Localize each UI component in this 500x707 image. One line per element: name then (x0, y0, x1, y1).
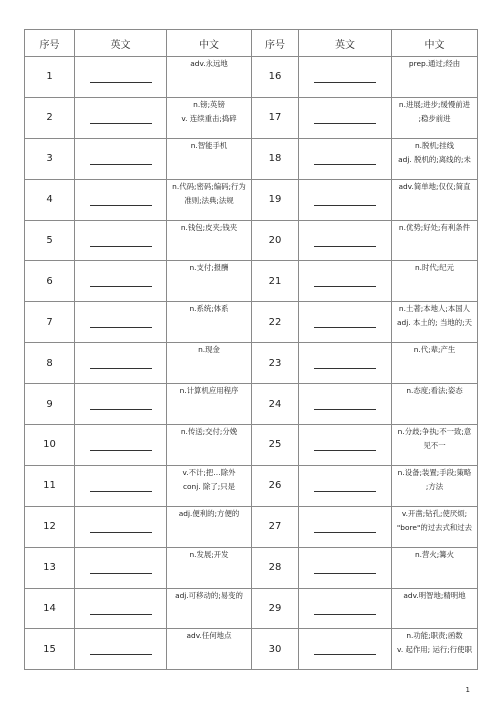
vocabulary-table (24, 29, 478, 670)
chinese-meaning-left (167, 138, 252, 179)
table-row (25, 465, 478, 506)
meaning-line: n.优势;好处;有利条件 (398, 222, 471, 232)
header-english-left: 英文 (75, 30, 167, 57)
meaning-line: n.时代;纪元 (414, 263, 455, 273)
meaning-line: n.系统;体系 (189, 304, 229, 314)
item-number-right: 29 (252, 588, 299, 629)
english-answer-cell-left (75, 57, 167, 98)
english-answer-cell-right (299, 343, 392, 384)
table-row (25, 179, 478, 220)
answer-blank-line[interactable] (314, 285, 376, 287)
meaning-line: n.土著;本地人;本国人 (398, 304, 471, 314)
chinese-meaning-right (392, 261, 478, 302)
answer-blank-line[interactable] (314, 122, 376, 124)
chinese-meaning-right (392, 343, 478, 384)
answer-blank-line[interactable] (90, 613, 152, 615)
answer-blank-line[interactable] (90, 163, 152, 165)
item-number-right: 23 (252, 343, 299, 384)
meaning-line: n.支付;报酬 (189, 263, 229, 273)
answer-blank-line[interactable] (314, 408, 376, 410)
meaning-line: conj. 除了;只是 (182, 481, 236, 491)
item-number-left: 4 (25, 179, 75, 220)
meaning-line: adv.明智地;精明地 (403, 590, 466, 600)
item-number-right: 25 (252, 425, 299, 466)
chinese-meaning-left (167, 179, 252, 220)
item-number-left: 5 (25, 220, 75, 261)
chinese-meaning-right (392, 179, 478, 220)
english-answer-cell-right (299, 220, 392, 261)
english-answer-cell-right (299, 588, 392, 629)
chinese-meaning-right (392, 547, 478, 588)
item-number-right: 17 (252, 97, 299, 138)
header-english-right: 英文 (299, 30, 392, 57)
header-chinese-right: 中文 (392, 30, 478, 57)
item-number-right: 21 (252, 261, 299, 302)
chinese-meaning-right (392, 97, 478, 138)
english-answer-cell-right (299, 179, 392, 220)
english-answer-cell-left (75, 97, 167, 138)
meaning-line: n.态度;看法;姿态 (406, 386, 463, 396)
answer-blank-line[interactable] (90, 449, 152, 451)
answer-blank-line[interactable] (314, 653, 376, 655)
item-number-left: 12 (25, 506, 75, 547)
answer-blank-line[interactable] (314, 245, 376, 247)
answer-blank-line[interactable] (314, 613, 376, 615)
meaning-line: n.钱包;皮夹;钱夹 (180, 222, 238, 232)
answer-blank-line[interactable] (90, 572, 152, 574)
meaning-line: 见不一 (423, 441, 446, 451)
meaning-line: n.代;辈;产生 (413, 345, 456, 355)
table-row (25, 384, 478, 425)
item-number-right: 18 (252, 138, 299, 179)
item-number-right: 27 (252, 506, 299, 547)
english-answer-cell-left (75, 588, 167, 629)
page-number: 1 (465, 686, 470, 694)
chinese-meaning-right (392, 506, 478, 547)
chinese-meaning-right (392, 384, 478, 425)
table-row (25, 547, 478, 588)
item-number-left: 8 (25, 343, 75, 384)
english-answer-cell-right (299, 97, 392, 138)
answer-blank-line[interactable] (314, 490, 376, 492)
meaning-line: adj. 脱机的;离线的;未 (398, 154, 471, 164)
chinese-meaning-left (167, 220, 252, 261)
chinese-meaning-right (392, 57, 478, 98)
item-number-right: 26 (252, 465, 299, 506)
english-answer-cell-left (75, 138, 167, 179)
chinese-meaning-right (392, 302, 478, 343)
english-answer-cell-right (299, 547, 392, 588)
answer-blank-line[interactable] (90, 122, 152, 124)
answer-blank-line[interactable] (90, 490, 152, 492)
item-number-right: 28 (252, 547, 299, 588)
meaning-line: n.发展;开发 (189, 549, 229, 559)
answer-blank-line[interactable] (90, 408, 152, 410)
meaning-line: v. 起作用; 运行;行使职 (397, 645, 472, 655)
answer-blank-line[interactable] (314, 163, 376, 165)
table-row (25, 425, 478, 466)
table-row (25, 97, 478, 138)
meaning-line: n.传送;交付;分娩 (180, 427, 238, 437)
meaning-line: ;方法 (425, 481, 444, 491)
item-number-left: 10 (25, 425, 75, 466)
meaning-line: ;稳步前进 (418, 113, 451, 123)
header-num-left: 序号 (25, 30, 75, 57)
english-answer-cell-left (75, 261, 167, 302)
item-number-left: 14 (25, 588, 75, 629)
english-answer-cell-left (75, 547, 167, 588)
answer-blank-line[interactable] (90, 326, 152, 328)
answer-blank-line[interactable] (90, 81, 152, 83)
table-header-row (25, 30, 478, 57)
chinese-meaning-left (167, 425, 252, 466)
english-answer-cell-right (299, 629, 392, 670)
english-answer-cell-right (299, 425, 392, 466)
english-answer-cell-left (75, 629, 167, 670)
table-row (25, 343, 478, 384)
item-number-left: 6 (25, 261, 75, 302)
item-number-right: 30 (252, 629, 299, 670)
answer-blank-line[interactable] (314, 572, 376, 574)
english-answer-cell-right (299, 57, 392, 98)
meaning-line: n.功能;职责;函数 (406, 631, 463, 641)
answer-blank-line[interactable] (314, 531, 376, 533)
answer-blank-line[interactable] (314, 81, 376, 83)
meaning-line: v.不计;把…除外 (182, 467, 236, 477)
chinese-meaning-right (392, 588, 478, 629)
table-row (25, 57, 478, 98)
table-row (25, 138, 478, 179)
header-num-right: 序号 (252, 30, 299, 57)
chinese-meaning-left (167, 547, 252, 588)
english-answer-cell-left (75, 343, 167, 384)
chinese-meaning-right (392, 629, 478, 670)
item-number-right: 19 (252, 179, 299, 220)
chinese-meaning-left (167, 506, 252, 547)
meaning-line: "bore"的过去式和过去 (396, 522, 473, 532)
item-number-left: 15 (25, 629, 75, 670)
answer-blank-line[interactable] (90, 204, 152, 206)
chinese-meaning-left (167, 629, 252, 670)
english-answer-cell-right (299, 465, 392, 506)
table-row (25, 629, 478, 670)
meaning-line: adv.任何地点 (186, 631, 232, 641)
answer-blank-line[interactable] (90, 531, 152, 533)
table-row (25, 588, 478, 629)
answer-blank-line[interactable] (90, 245, 152, 247)
answer-blank-line[interactable] (314, 449, 376, 451)
chinese-meaning-right (392, 138, 478, 179)
item-number-left: 11 (25, 465, 75, 506)
meaning-line: n.脱机;挂线 (414, 140, 455, 150)
english-answer-cell-right (299, 506, 392, 547)
item-number-right: 22 (252, 302, 299, 343)
meaning-line: n.现金 (198, 345, 220, 355)
table-row (25, 302, 478, 343)
chinese-meaning-left (167, 465, 252, 506)
item-number-right: 24 (252, 384, 299, 425)
english-answer-cell-left (75, 506, 167, 547)
chinese-meaning-left (167, 261, 252, 302)
meaning-line: 准则;法典;法规 (184, 195, 234, 205)
table-row (25, 261, 478, 302)
meaning-line: v.开凿;钻孔;使厌烦; (401, 508, 468, 518)
item-number-left: 13 (25, 547, 75, 588)
english-answer-cell-right (299, 138, 392, 179)
table-row (25, 220, 478, 261)
meaning-line: n.设备;装置;手段;策略 (397, 467, 472, 477)
meaning-line: adv.简单地;仅仅;简直 (398, 181, 471, 191)
item-number-left: 3 (25, 138, 75, 179)
english-answer-cell-right (299, 302, 392, 343)
item-number-left: 2 (25, 97, 75, 138)
english-answer-cell-left (75, 302, 167, 343)
meaning-line: n.进展;进步;缓慢前进 (398, 99, 471, 109)
meaning-line: adj. 本土的; 当地的;天 (396, 318, 473, 328)
table-row (25, 506, 478, 547)
english-answer-cell-left (75, 220, 167, 261)
meaning-line: n.营火;篝火 (414, 549, 455, 559)
answer-blank-line[interactable] (314, 204, 376, 206)
table-body (25, 57, 478, 670)
english-answer-cell-right (299, 384, 392, 425)
item-number-right: 16 (252, 57, 299, 98)
meaning-line: adv.永远地 (190, 59, 228, 68)
answer-blank-line[interactable] (90, 653, 152, 655)
meaning-line: n.分歧;争执;不一致;意 (397, 427, 472, 437)
meaning-line: adj.便利的;方便的 (178, 508, 240, 518)
meaning-line: n.代码;密码;编码;行为 (172, 181, 246, 191)
header-chinese-left: 中文 (167, 30, 252, 57)
chinese-meaning-right (392, 465, 478, 506)
item-number-left: 1 (25, 57, 75, 98)
english-answer-cell-left (75, 179, 167, 220)
answer-blank-line[interactable] (90, 367, 152, 369)
meaning-line: prep.通过;经由 (408, 59, 461, 68)
english-answer-cell-left (75, 384, 167, 425)
meaning-line: v. 连续重击;捣碎 (181, 113, 237, 123)
chinese-meaning-left (167, 97, 252, 138)
answer-blank-line[interactable] (314, 367, 376, 369)
meaning-line: n.镑;英镑 (193, 99, 225, 109)
chinese-meaning-left (167, 343, 252, 384)
meaning-line: n.计算机应用程序 (179, 386, 239, 396)
answer-blank-line[interactable] (90, 285, 152, 287)
item-number-left: 9 (25, 384, 75, 425)
english-answer-cell-right (299, 261, 392, 302)
english-answer-cell-left (75, 465, 167, 506)
chinese-meaning-left (167, 588, 252, 629)
chinese-meaning-left (167, 57, 252, 98)
chinese-meaning-left (167, 302, 252, 343)
meaning-line: adj.可移动的;易变的 (175, 590, 243, 600)
item-number-left: 7 (25, 302, 75, 343)
item-number-right: 20 (252, 220, 299, 261)
chinese-meaning-left (167, 384, 252, 425)
meaning-line: n.智能手机 (190, 140, 228, 150)
answer-blank-line[interactable] (314, 326, 376, 328)
chinese-meaning-right (392, 220, 478, 261)
english-answer-cell-left (75, 425, 167, 466)
chinese-meaning-right (392, 425, 478, 466)
